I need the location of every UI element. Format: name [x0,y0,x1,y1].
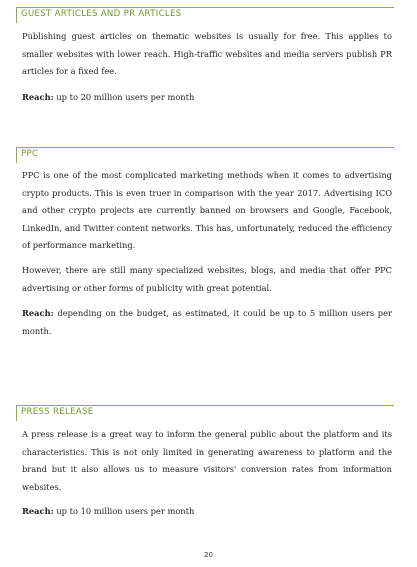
body-paragraph: A press release is a great way to inform the general public about the platform and its characteristics. This is not only limited in generating awareness to platform and the brand but it also allows us to measure visitors' conversion rates from information websites. [22,429,392,492]
section-title: PRESS RELEASE [21,407,94,417]
reach-text: depending on the budget, as estimated, it could be up to 5 million users per month. [22,308,392,336]
reach-line [22,305,392,340]
reach-text: up to 10 million users per month [53,506,195,516]
body-paragraph: Publishing guest articles on thematic websites is usually for free. This applies to smaller websites with lower reach. High-traffic websites and media servers publish PR articles for a fixed fee. [22,31,392,76]
section-title: PPC [21,149,39,159]
reach-label: Reach: [22,92,54,102]
reach-text: up to 20 million users per month [53,92,195,102]
reach-line [22,89,392,107]
body-paragraph: PPC is one of the most complicated marketing methods when it comes to advertising crypto products. This is even truer in comparison with the year 2017. Advertising ICO and other crypto projects are currently banned on browsers and Google, Facebook, LinkedIn, and Twitter content networks. This has, unfortunately, reduced the efficiency of performance marketing. [22,170,392,250]
section-header-guest-articles [16,7,394,23]
section-header-press-release [16,405,394,421]
reach-label: Reach: [22,308,54,318]
reach-line [22,503,392,521]
reach-label: Reach: [22,506,54,516]
section-header-ppc [16,147,394,163]
body-paragraph: However, there are still many specialized websites, blogs, and media that offer PPC advertising or other forms of publicity with great potential. [22,265,392,293]
page-number: 20 [204,551,213,559]
section-title: GUEST ARTICLES AND PR ARTICLES [21,9,182,19]
